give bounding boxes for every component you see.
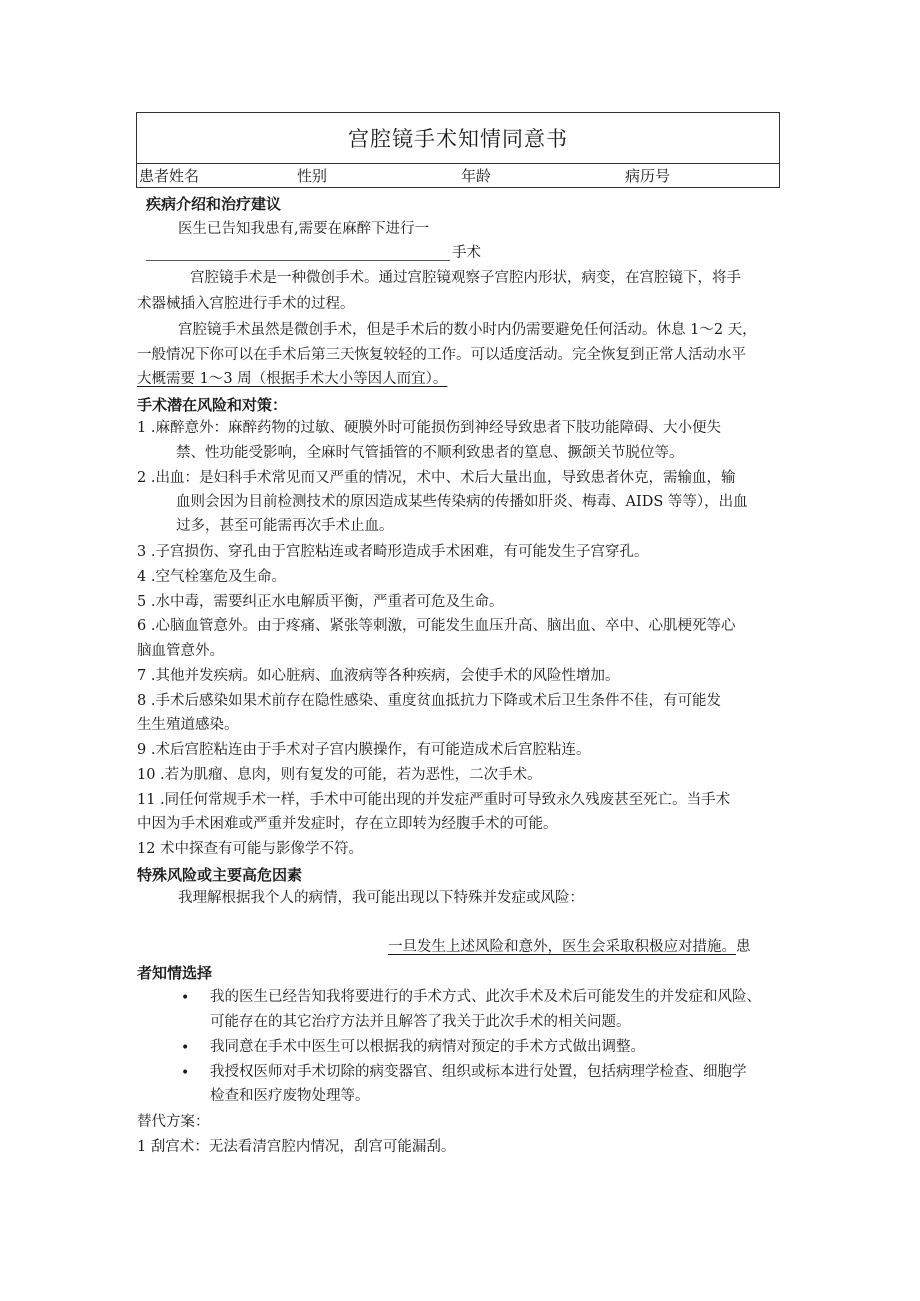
risk-12: 12 术中探查有可能与影像学不符。 — [137, 841, 364, 857]
surgery-name-blank — [146, 260, 450, 261]
patient-name-label: 患者姓名 — [139, 167, 200, 185]
choice-2: 我同意在手术中医生可以根据我的病情对预定的手术方式做出调整。 — [210, 1039, 645, 1055]
choice-heading: 者知情选择 — [137, 964, 213, 982]
risk-8-line2: 生生殖道感染。 — [137, 717, 239, 733]
age-label: 年龄 — [461, 167, 492, 185]
risk-8-line1: 8 .手术后感染如果术前存在隐性感染、重度贫血抵抗力下降或术后卫生条件不佳，有可能发 — [137, 693, 721, 709]
risk-1-line1: 1 .麻醉意外：麻醉药物的过敏、硬膜外时可能损伤到神经导致患者下肢功能障碍、大小便失 — [137, 420, 721, 436]
header-table — [136, 112, 780, 188]
intro-heading: 疾病介绍和治疗建议 — [146, 195, 282, 213]
risk-11-line2: 中因为手术困难或严重并发症时，存在立即转为经腹手术的可能。 — [137, 816, 558, 832]
risk-6-line1: 6 .心脑血管意外。由于疼痛、紧张等刺激，可能发生血压升高、脑出血、卒中、心肌梗死等心 — [137, 618, 736, 634]
special-heading: 特殊风险或主要高危因素 — [137, 866, 303, 884]
choice-3-line2: 检查和医疗废物处理等。 — [210, 1088, 370, 1104]
sex-label: 性别 — [297, 167, 328, 185]
intro-para1-line1: 宫腔镜手术是一种微创手术。通过宫腔镜观察子宫腔内形状，病变，在宫腔镜下，将手 — [190, 270, 741, 286]
patient-info-row — [137, 164, 779, 188]
choice-1-line1: 我的医生已经告知我将要进行的手术方式、此次手术及术后可能发生的并发症和风险、 — [210, 989, 761, 1005]
risks-heading: 手术潜在风险和对策： — [137, 396, 288, 414]
risk-1-line2: 禁、性功能受影响，全麻时气管插管的不顺利致患者的篁息、撅颌关节脱位等。 — [176, 445, 684, 461]
bullet-dot-1: • — [181, 990, 190, 1006]
special-line2-text: 一旦发生上述风险和意外，医生会采取积极应对措施。 — [388, 939, 736, 955]
special-line2 — [388, 935, 751, 959]
choice-1-line2: 可能存在的其它治疗方法并且解答了我关于此次手术的相关问题。 — [210, 1014, 631, 1030]
risk-11-line1: 11 .同任何常规手术一样，手术中可能出现的并发症严重时可导致永久残废甚至死亡。当手术 — [137, 792, 731, 808]
alternatives-heading: 替代方案： — [137, 1114, 210, 1130]
risk-4: 4 .空气栓塞危及生命。 — [137, 569, 286, 585]
intro-para2-line3: 大概需要 1～3 周（根据手术大小等因人而宜）。 — [137, 371, 448, 387]
intro-line1-suffix: 手术 — [452, 245, 481, 261]
risk-3: 3 .子宫损伤、穿孔由于宫腔粘连或者畸形造成手术困难，有可能发生子宫穿孔。 — [137, 544, 649, 560]
intro-para2-line2: 一般情况下你可以在手术后第三天恢复较轻的工作。可以适度活动。完全恢复到正常人活动水平 — [137, 347, 746, 363]
risk-5: 5 .水中毒，需要纠正水电解质平衡，严重者可危及生命。 — [137, 594, 504, 610]
intro-line1: 医生已告知我患有,需要在麻醉下进行一 — [178, 221, 430, 237]
risk-7: 7 .其他并发疾病。如心脏病、血液病等各种疾病，会使手术的风险性增加。 — [137, 668, 620, 684]
risk-2-line1: 2 .出血：是妇科手术常见而又严重的情况，术中、术后大量出血，导致患者休克，需输血，输 — [137, 470, 736, 486]
risk-2-line2: 血则会因为目前检测技术的原因造成某些传染病的传播如肝炎、梅毒、AIDS 等等），出血 — [176, 494, 748, 510]
risk-6-line2: 脑血管意外。 — [137, 643, 224, 659]
risk-2-line3: 过多，甚至可能需再次手术止血。 — [176, 518, 394, 534]
bullet-dot-2: • — [181, 1040, 190, 1056]
bullet-dot-3: • — [181, 1065, 190, 1081]
intro-para2-line1: 宫腔镜手术虽然是微创手术，但是手术后的数小时内仍需要避免任何活动。休息 1～2 天， — [178, 322, 757, 338]
special-line1: 我理解根据我个人的病情，我可能出现以下特殊并发症或风险： — [178, 890, 584, 906]
risk-9: 9 .术后宫腔粘连由于手术对子宫内膜操作，有可能造成术后宫腔粘连。 — [137, 742, 591, 758]
intro-para1-line2: 术器械插入宫腔进行手术的过程。 — [137, 296, 355, 312]
risk-10: 10 .若为肌瘤、息肉，则有复发的可能，若为恶性，二次手术。 — [137, 767, 542, 783]
alternative-1: 1 刮宫术：无法看清宫腔内情况，刮宫可能漏刮。 — [137, 1139, 456, 1155]
special-line2-tail: 患 — [736, 939, 751, 955]
form-title: 宫腔镜手术知情同意书 — [137, 113, 779, 164]
choice-3-line1: 我授权医师对手术切除的病变器官、组织或标本进行处置，包括病理学检查、细胞学 — [210, 1064, 747, 1080]
record-number-label: 病历号 — [625, 167, 671, 185]
